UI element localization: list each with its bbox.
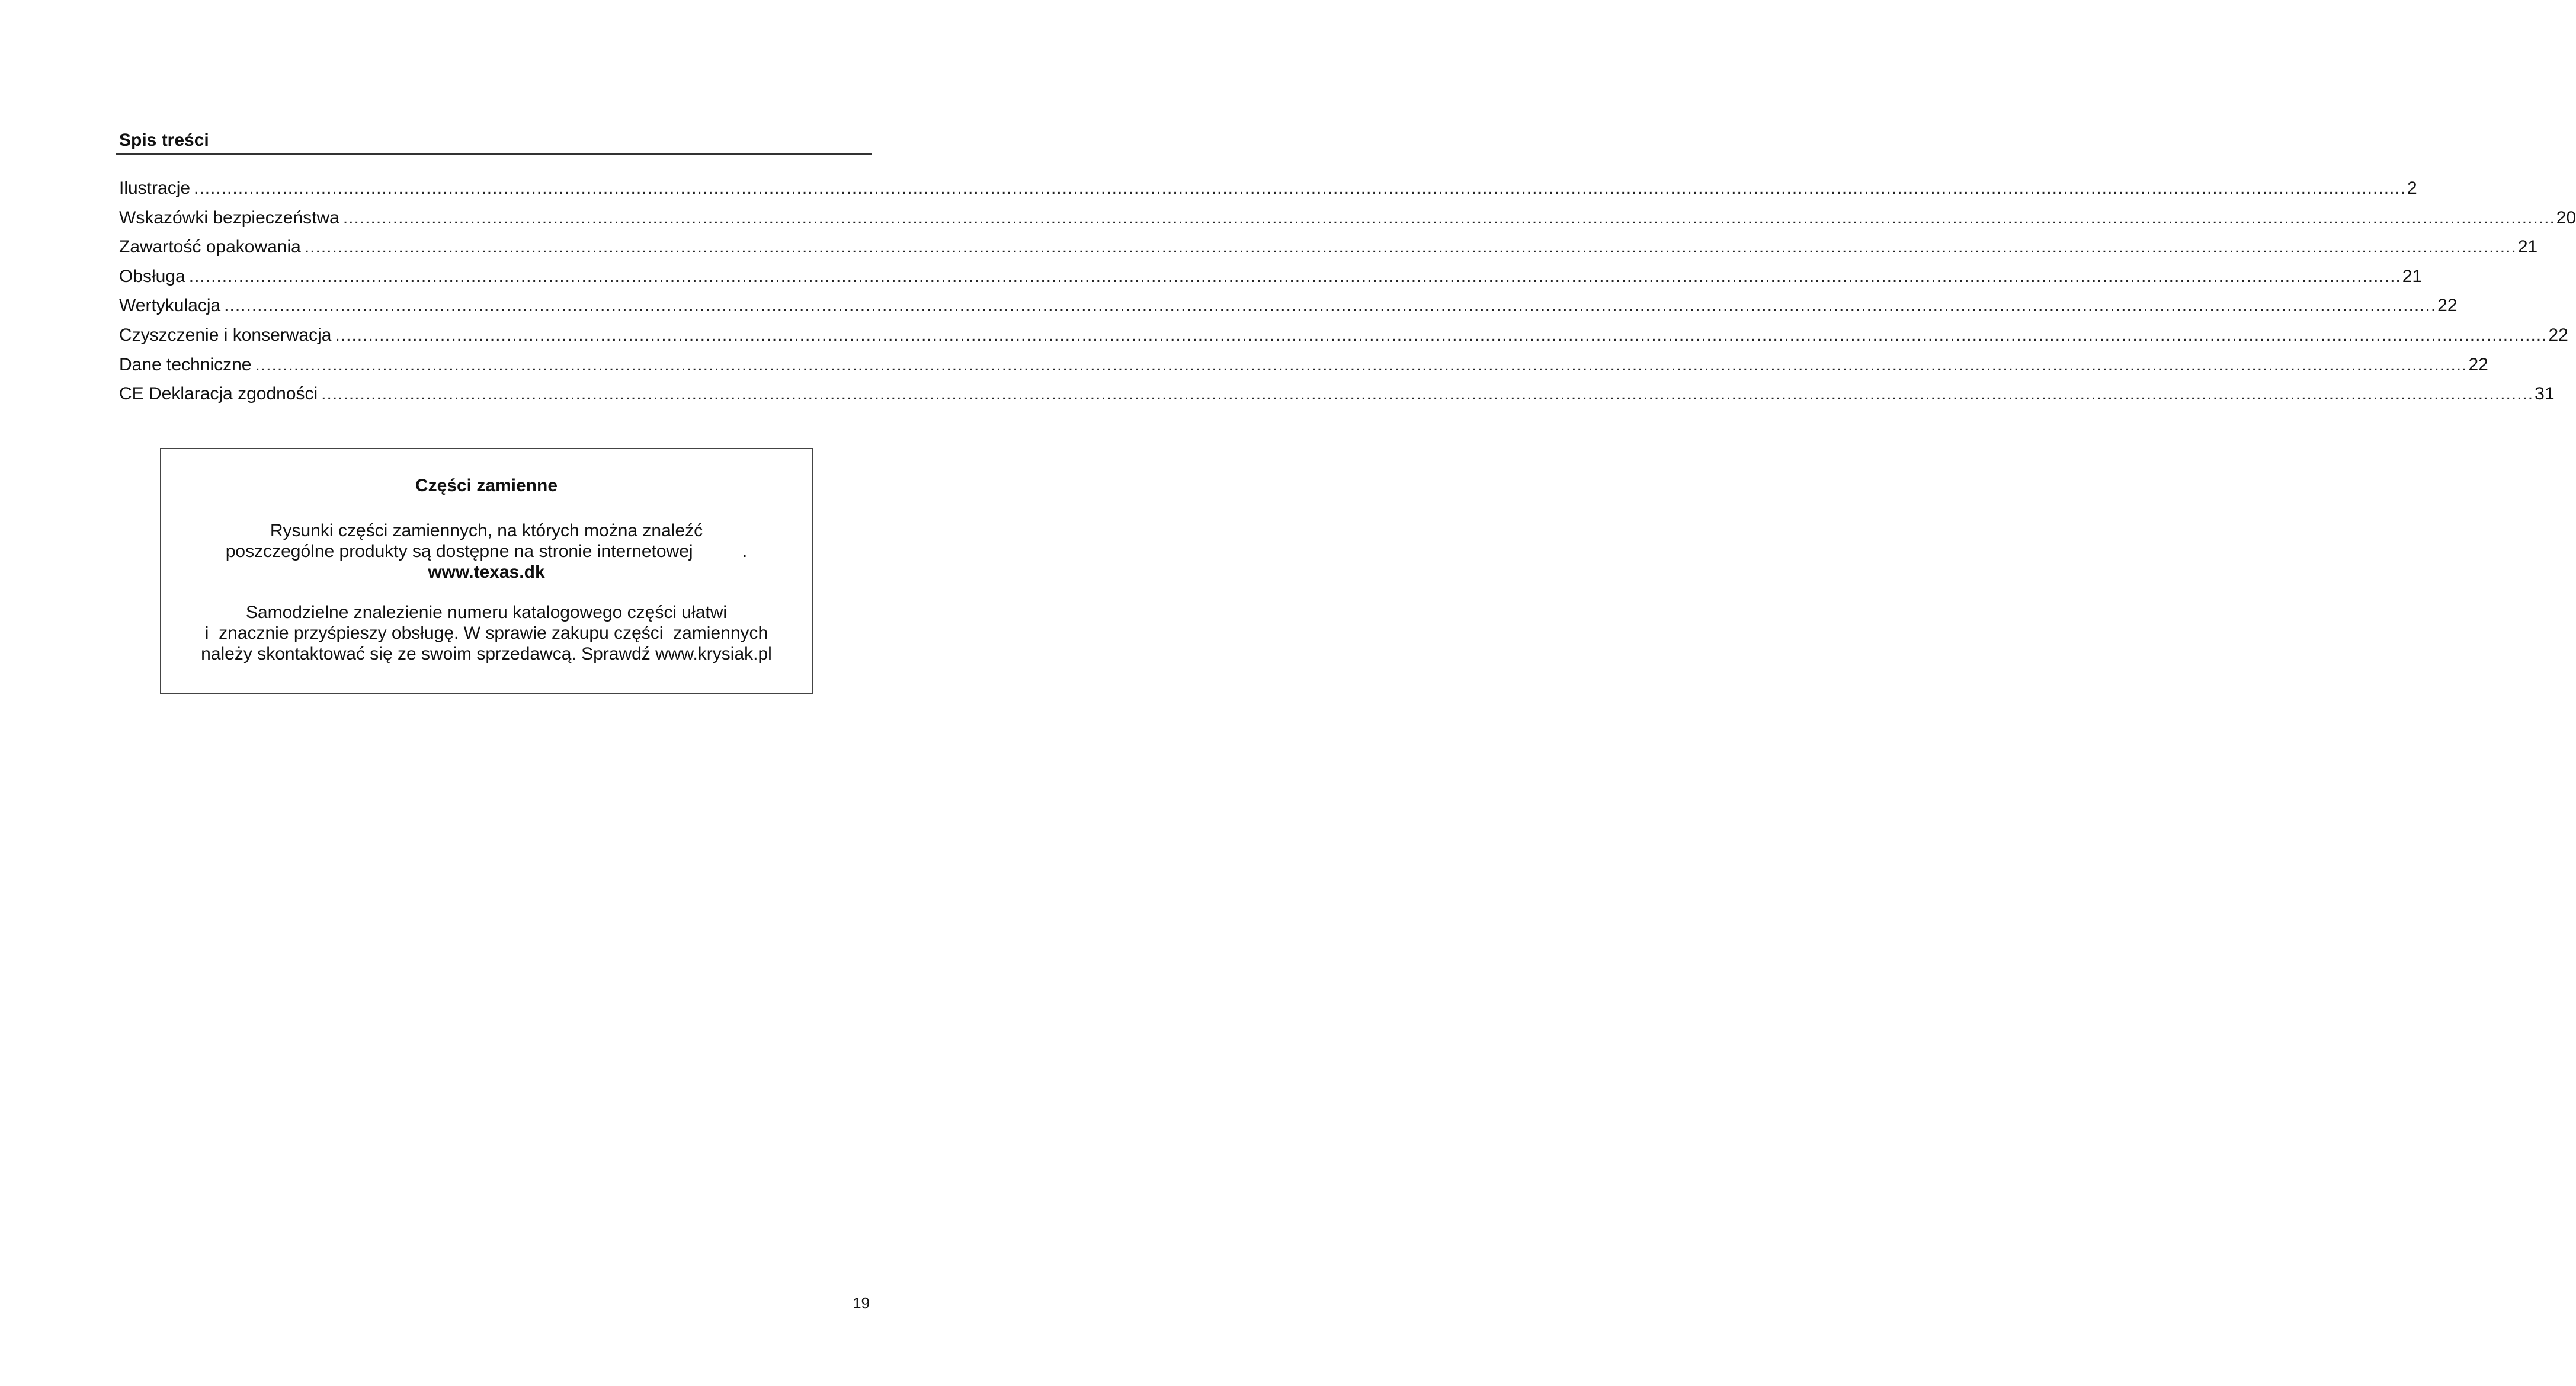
toc-dot-leader: ................................................................................................................................................................................................................................................................................................................................................................................................................ [224, 296, 2437, 316]
page-number: 19 [853, 1294, 870, 1312]
toc-entry-title: Dane techniczne [119, 354, 252, 374]
table-of-contents [119, 174, 2576, 409]
toc-entry[interactable] [119, 350, 2488, 380]
spare-parts-paragraph-drawings [161, 520, 812, 582]
toc-entry-page: 20 [2556, 207, 2576, 228]
spare-parts-title: Części zamienne [415, 476, 558, 495]
toc-entry-title: Wertykulacja [119, 296, 221, 316]
toc-entry-title: Zawartość opakowania [119, 237, 301, 257]
spare-parts-text-line: Samodzielne znalezienie numeru katalogowego części ułatwi [245, 603, 728, 622]
toc-entry[interactable] [119, 262, 2423, 292]
toc-entry[interactable] [119, 291, 2458, 321]
toc-entry-page: 2 [2407, 178, 2417, 198]
toc-dot-leader: ................................................................................................................................................................................................................................................................................................................................................................................................................ [335, 325, 2548, 345]
website-link[interactable]: www.texas.dk [428, 562, 545, 582]
toc-entry-page: 21 [2517, 237, 2538, 257]
toc-entry-page: 21 [2402, 266, 2423, 286]
toc-entry-title: Wskazówki bezpieczeństwa [119, 207, 339, 228]
toc-entry[interactable] [119, 203, 2576, 233]
toc-dot-leader: ................................................................................................................................................................................................................................................................................................................................................................................................................ [255, 354, 2468, 374]
spare-parts-text-line: poszczególne produkty są dostępne na stronie internetowej . [225, 542, 748, 561]
spare-parts-paragraph-catalog [161, 602, 812, 664]
toc-entry-title: Ilustracje [119, 178, 191, 198]
toc-dot-leader: ................................................................................................................................................................................................................................................................................................................................................................................................................ [188, 266, 2401, 286]
toc-entry-title: Obsługa [119, 266, 185, 286]
toc-entry[interactable] [119, 232, 2538, 262]
toc-entry-page: 22 [2468, 354, 2488, 374]
toc-entry-page: 22 [2548, 325, 2568, 345]
toc-entry[interactable] [119, 379, 2555, 409]
toc-entry-page: 31 [2535, 384, 2555, 404]
toc-entry[interactable] [119, 174, 2417, 203]
toc-entry-page: 22 [2437, 296, 2458, 316]
spare-parts-text-line: należy skontaktować się ze swoim sprzedawcą. Sprawdź www.krysiak.pl [201, 644, 772, 664]
toc-dot-leader: ................................................................................................................................................................................................................................................................................................................................................................................................................ [304, 237, 2517, 257]
spare-parts-text-line: Rysunki części zamiennych, na których można znaleźć [270, 521, 703, 540]
toc-entry-title: Czyszczenie i konserwacja [119, 325, 332, 345]
toc-dot-leader: ................................................................................................................................................................................................................................................................................................................................................................................................................ [321, 384, 2534, 404]
toc-heading-rule [116, 153, 872, 155]
spare-parts-text-line: i znacznie przyśpieszy obsługę. W sprawie zakupu części zamiennych [204, 623, 768, 643]
spare-parts-box [160, 448, 813, 694]
toc-heading: Spis treści [119, 130, 209, 150]
toc-entry-title: CE Deklaracja zgodności [119, 384, 318, 404]
toc-dot-leader: ................................................................................................................................................................................................................................................................................................................................................................................................................ [194, 178, 2407, 198]
toc-entry[interactable] [119, 321, 2568, 350]
toc-dot-leader: ................................................................................................................................................................................................................................................................................................................................................................................................................ [342, 207, 2555, 228]
